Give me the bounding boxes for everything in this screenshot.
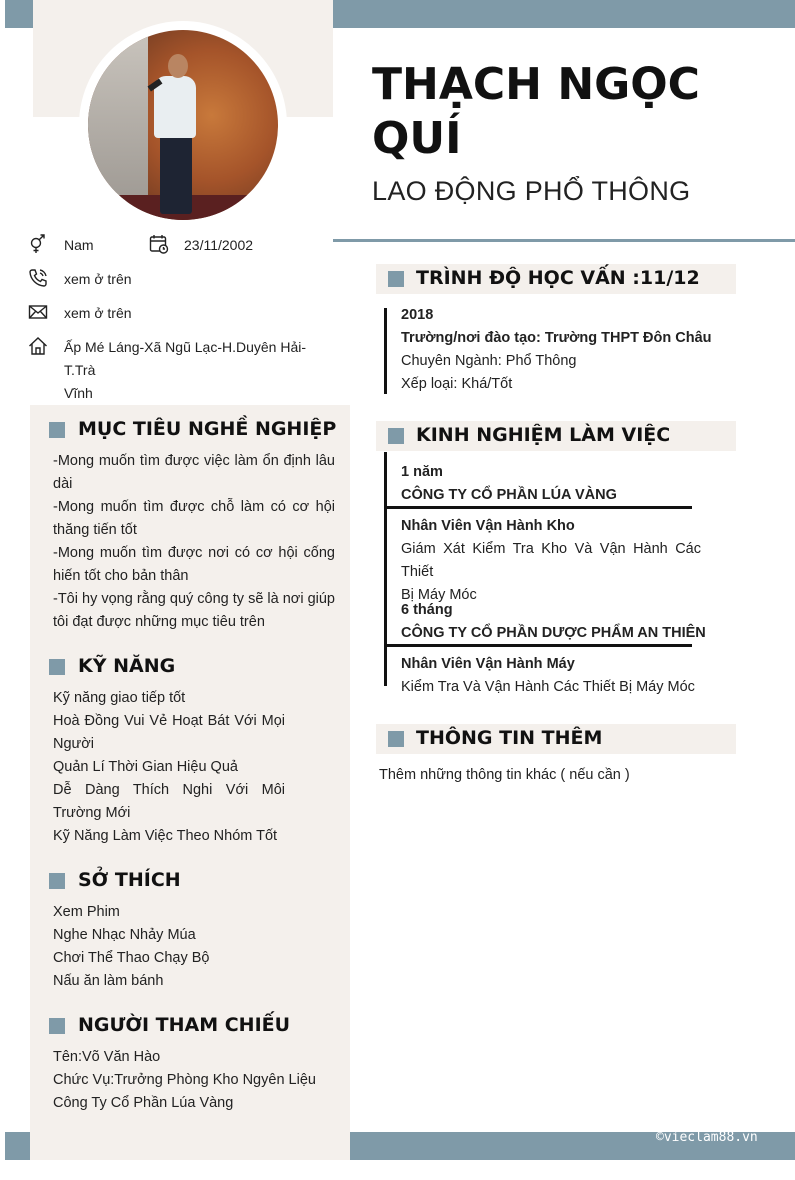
- email-icon: [28, 302, 48, 322]
- job-title: LAO ĐỘNG PHỔ THÔNG: [372, 176, 691, 206]
- skill-item: Quản Lí Thời Gian Hiệu Quả: [53, 759, 238, 775]
- education-year: 2018: [401, 307, 434, 323]
- gender-value: Nam: [64, 237, 94, 253]
- job-description: [401, 538, 701, 607]
- section-marker: [388, 271, 404, 287]
- left-panel-footer: [30, 1132, 350, 1160]
- job-company: CÔNG TY CỔ PHẦN DƯỢC PHẨM AN THIÊN: [401, 625, 706, 641]
- reference-line: Chức Vụ:Trưởng Phòng Kho Ngyên Liệu: [53, 1072, 316, 1088]
- gender-icon: [28, 234, 48, 254]
- home-icon: [28, 336, 48, 356]
- skill-item: Kỹ Năng Làm Việc Theo Nhóm Tốt: [53, 828, 278, 844]
- job-divider: [386, 506, 692, 509]
- objective-line: -Mong muốn tìm được nơi có cơ hội cống hiến tốt cho bản thân: [53, 545, 335, 584]
- objective-text: [53, 450, 335, 634]
- email-value: xem ở trên: [64, 305, 132, 321]
- calendar-icon: [149, 234, 169, 254]
- objective-line: -Mong muốn tìm được chỗ làm có cơ hội thăng tiến tốt: [53, 499, 335, 538]
- section-marker: [49, 659, 65, 675]
- objective-title: MỤC TIÊU NGHỀ NGHIỆP: [78, 418, 337, 440]
- hobbies-list: [53, 901, 313, 993]
- objective-line: -Tôi hy vọng rằng quý công ty sẽ là nơi giúp tôi đạt được những mục tiêu trên: [53, 591, 335, 630]
- address-line: Vĩnh: [64, 385, 93, 401]
- job-position: Nhân Viên Vận Hành Kho: [401, 518, 575, 534]
- education-school: Trường/nơi đào tạo: Trường THPT Đôn Châu: [401, 330, 712, 346]
- references-list: [53, 1046, 338, 1115]
- skill-item: Hoà Đồng Vui Vẻ Hoạt Bát Với Mọi Người: [53, 713, 285, 752]
- hobby-item: Chơi Thể Thao Chạy Bộ: [53, 950, 210, 966]
- education-major: Chuyên Ngành: Phổ Thông: [401, 353, 577, 369]
- job-position: Nhân Viên Vận Hành Máy: [401, 656, 575, 672]
- job-duration: 6 tháng: [401, 602, 453, 618]
- candidate-name: THẠCH NGỌC QUÍ: [372, 59, 700, 164]
- reference-line: Tên:Võ Văn Hào: [53, 1049, 161, 1065]
- skills-list: [53, 687, 285, 848]
- hobby-item: Nấu ăn làm bánh: [53, 973, 164, 989]
- phone-value: xem ở trên: [64, 271, 132, 287]
- avatar: [88, 30, 278, 220]
- section-marker: [49, 1018, 65, 1034]
- references-title: NGƯỜI THAM CHIẾU: [78, 1014, 291, 1036]
- education-grade: Xếp loại: Khá/Tốt: [401, 376, 513, 392]
- timeline-line: [384, 452, 387, 686]
- hobby-item: Xem Phim: [53, 904, 120, 920]
- title-divider: [333, 239, 795, 242]
- section-marker: [388, 731, 404, 747]
- education-title: TRÌNH ĐỘ HỌC VẤN :11/12: [416, 267, 700, 289]
- additional-text: Thêm những thông tin khác ( nếu cần ): [379, 767, 630, 783]
- section-marker: [49, 422, 65, 438]
- birth-date: 23/11/2002: [184, 237, 254, 253]
- skills-title: KỸ NĂNG: [78, 655, 176, 677]
- job-description-line: Giám Xát Kiểm Tra Kho Và Vận Hành Các Thiết: [401, 541, 701, 580]
- hobbies-title: SỞ THÍCH: [78, 869, 181, 891]
- watermark: ©vieclam88.vn: [656, 1130, 758, 1145]
- address-line: Ấp Mé Láng-Xã Ngũ Lạc-H.Duyên Hải-T.Trà: [64, 339, 307, 378]
- address: [64, 336, 334, 405]
- objective-line: -Mong muốn tìm được việc làm ổn định lâu dài: [53, 453, 335, 492]
- phone-icon: [28, 268, 48, 288]
- section-marker: [49, 873, 65, 889]
- job-description-line: Bị Máy Móc: [401, 587, 477, 603]
- timeline-line: [384, 308, 387, 394]
- skill-item: Dễ Dàng Thích Nghi Với Môi Trường Mới: [53, 782, 285, 821]
- job-description: Kiểm Tra Và Vận Hành Các Thiết Bị Máy Móc: [401, 679, 695, 695]
- reference-line: Công Ty Cổ Phần Lúa Vàng: [53, 1095, 234, 1111]
- additional-title: THÔNG TIN THÊM: [416, 727, 603, 749]
- skill-item: Kỹ năng giao tiếp tốt: [53, 690, 186, 706]
- hobby-item: Nghe Nhạc Nhảy Múa: [53, 927, 196, 943]
- section-marker: [388, 428, 404, 444]
- job-company: CÔNG TY CỔ PHẦN LÚA VÀNG: [401, 487, 617, 503]
- job-duration: 1 năm: [401, 464, 443, 480]
- experience-title: KINH NGHIỆM LÀM VIỆC: [416, 424, 671, 446]
- job-divider: [386, 644, 692, 647]
